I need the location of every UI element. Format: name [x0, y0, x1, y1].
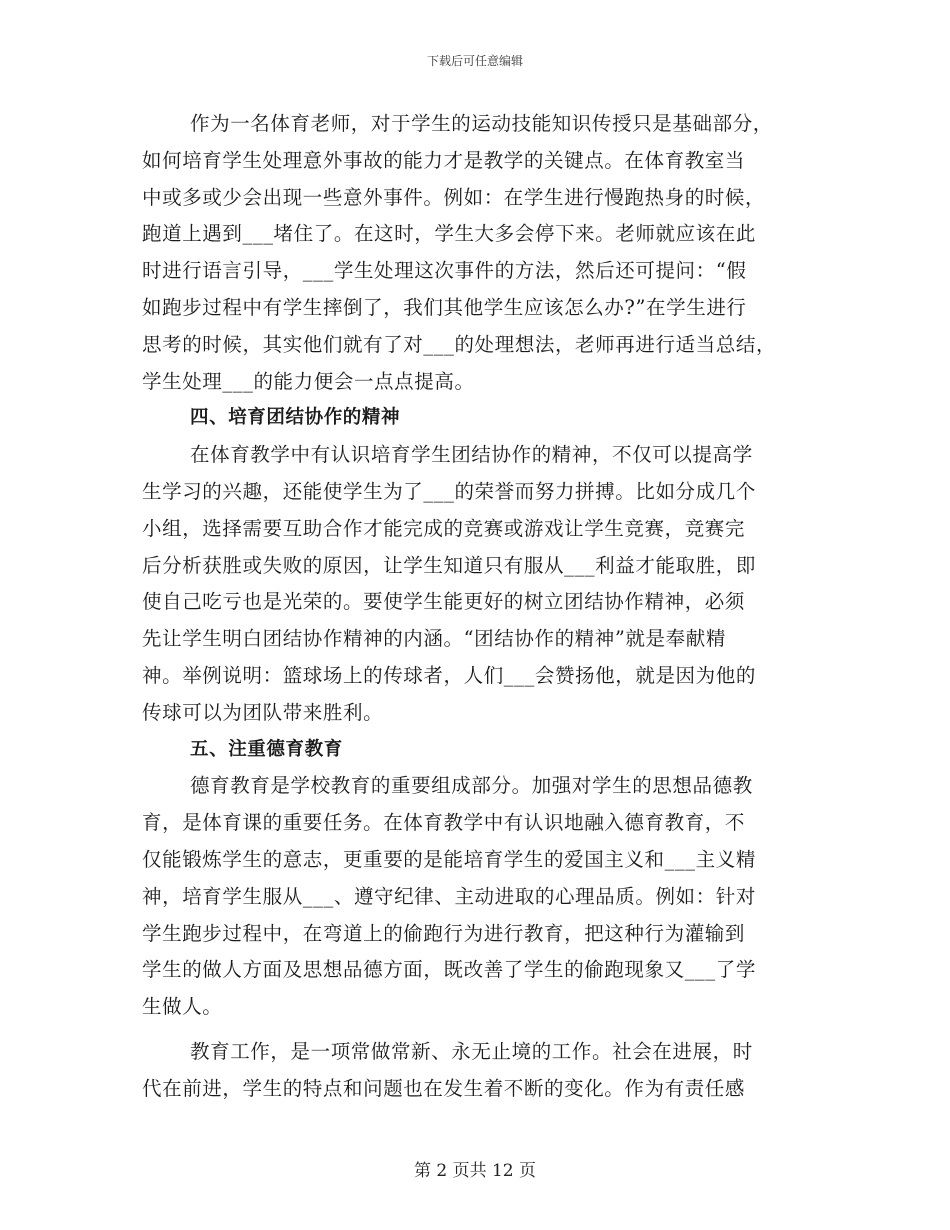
body-line: 生学习的兴趣，还能使学生为了___的荣誉而努力拼搏。比如分成几个 [142, 479, 756, 503]
body-line: 代在前进，学生的特点和问题也在发生着不断的变化。作为有责任感 [142, 1076, 746, 1100]
body-line: 育，是体育课的重要任务。在体育教学中有认识地融入德育教育，不 [142, 811, 746, 835]
body-line: 神，培育学生服从___、遵守纪律、主动进取的心理品质。例如：针对 [142, 884, 756, 908]
body-line: 如何培育学生处理意外事故的能力才是教学的关键点。在体育教室当 [142, 148, 746, 172]
paragraph-gap [142, 1026, 812, 1034]
body-line: 德育教育是学校教育的重要组成部分。加强对学生的思想品德教 [190, 774, 753, 798]
body-line: 后分析获胜或失败的原因，让学生知道只有服从___利益才能取胜，即 [142, 553, 756, 577]
page-number: 第 2 页共 12 页 [413, 1161, 537, 1181]
body-line: 小组，选择需要互助合作才能完成的竞赛或游戏让学生竞赛，竞赛完 [142, 516, 746, 540]
body-line: 中或多或少会出现一些意外事件。例如：在学生进行慢跑热身的时候， [142, 185, 766, 209]
body-line: 思考的时候，其实他们就有了对___的处理想法，老师再进行适当总结， [142, 332, 777, 356]
body-line: 学生处理___的能力便会一点点提高。 [142, 369, 475, 393]
document-body [142, 106, 812, 1108]
body-line: 先让学生明白团结协作精神的内涵。“团结协作的精神”就是奉献精 [142, 627, 726, 651]
body-line: 学生的做人方面及思想品德方面，既改善了学生的偷跑现象又___了学 [142, 958, 756, 982]
body-line: 时进行语言引导，___学生处理这次事件的方法，然后还可提问：“假 [142, 259, 747, 283]
body-line: 学生跑步过程中，在弯道上的偷跑行为进行教育，把这种行为灌输到 [142, 921, 746, 945]
section-heading: 四、培育团结协作的精神 [190, 407, 401, 429]
body-line: 生做人。 [142, 995, 223, 1019]
body-line: 跑道上遇到___堵住了。在这时，学生大多会停下来。老师就应该在此 [142, 222, 756, 246]
page-header: 下载后可任意编辑 [426, 54, 523, 68]
body-line: 如跑步过程中有学生摔倒了，我们其他学生应该怎么办?”在学生进行 [142, 295, 747, 319]
body-line: 作为一名体育老师，对于学生的运动技能知识传授只是基础部分， [190, 112, 773, 135]
body-line: 在体育教学中有认识培育学生团结协作的精神，不仅可以提高学 [190, 443, 753, 467]
section-heading: 五、注重德育教育 [190, 738, 343, 760]
body-line: 教育工作，是一项常做常新、永无止境的工作。社会在进展，时 [190, 1039, 753, 1063]
body-line: 使自己吃亏也是光荣的。要使学生能更好的树立团结协作精神，必须 [142, 590, 746, 614]
body-line: 神。举例说明：篮球场上的传球者，人们___会赞扬他，就是因为他的 [142, 663, 756, 687]
body-line: 传球可以为团队带来胜利。 [142, 700, 384, 724]
body-line: 仅能锻炼学生的意志，更重要的是能培育学生的爱国主义和___主义精 [142, 847, 756, 871]
